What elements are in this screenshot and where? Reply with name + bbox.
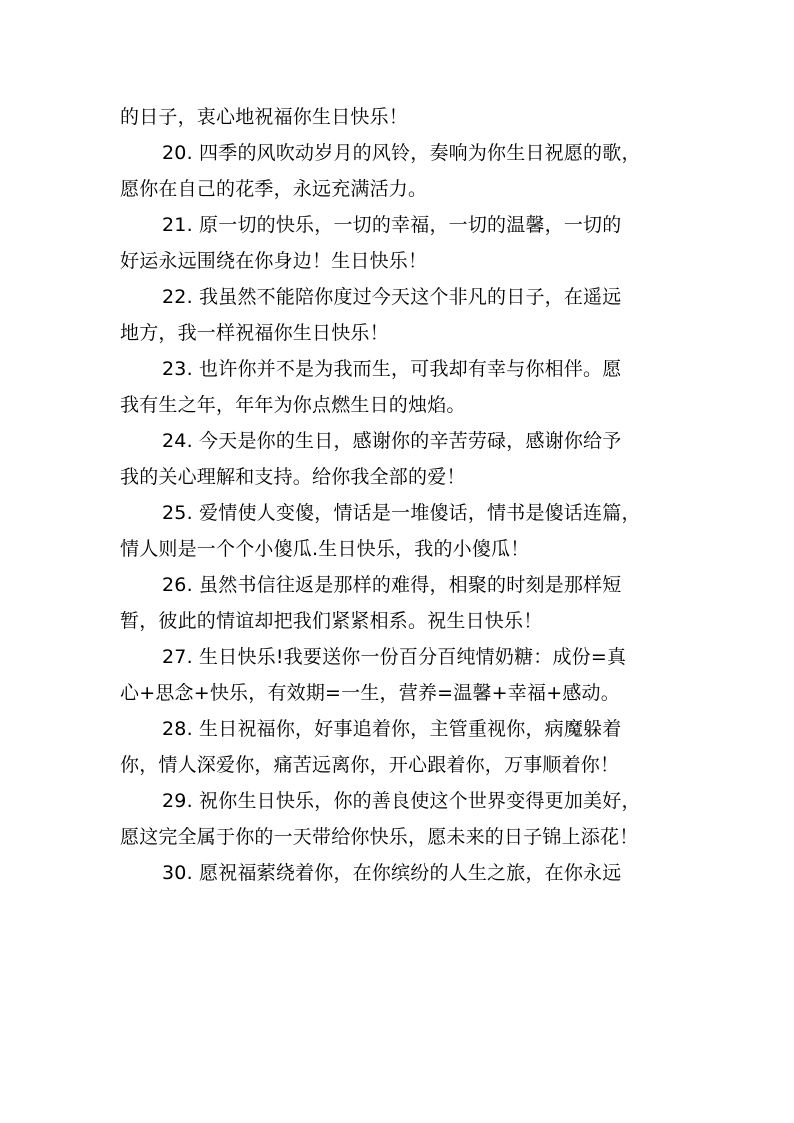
wish-28-line-2: 你，情人深爱你，痛苦远离你，开心跟着你，万事顺着你！ [120,754,620,776]
wish-29-line-2: 愿这完全属于你的一天带给你快乐，愿未来的日子锦上添花！ [120,826,639,848]
wish-20-line-2: 愿你在自己的花季，永远充满活力。 [120,178,428,200]
document-body [120,99,674,891]
wish-25-line-1: 25. 爱情使人变傻，情话是一堆傻话，情书是傻话连篇， [162,502,641,524]
wish-27-line-2: 心+思念+快乐，有效期=一生，营养=温馨+幸福+感动。 [120,682,620,704]
wish-21-line-1: 21. 原一切的快乐，一切的幸福，一切的温馨，一切的 [162,214,622,236]
wish-27-line-1: 27. 生日快乐!我要送你一份百分百纯情奶糖：成份=真 [162,646,627,668]
wish-29-line-1: 29. 祝你生日快乐，你的善良使这个世界变得更加美好， [162,790,641,812]
wish-22-line-1: 22. 我虽然不能陪你度过今天这个非凡的日子，在遥远 [162,286,622,308]
wish-24-line-2: 我的关心理解和支持。给你我全部的爱！ [120,466,466,488]
wish-26-line-1: 26. 虽然书信往返是那样的难得，相聚的时刻是那样短 [162,574,622,596]
wish-30-line-1: 30. 愿祝福萦绕着你，在你缤纷的人生之旅，在你永远 [162,862,622,884]
wish-23-line-2: 我有生之年，年年为你点燃生日的烛焰。 [120,394,466,416]
wish-24-line-1: 24. 今天是你的生日，感谢你的辛苦劳碌，感谢你给予 [162,430,622,452]
wish-26-line-2: 暂，彼此的情谊却把我们紧紧相系。祝生日快乐！ [120,610,543,632]
wish-22-line-2: 地方，我一样祝福你生日快乐！ [120,322,389,344]
wish-25-line-2: 情人则是一个个小傻瓜.生日快乐，我的小傻瓜！ [120,538,530,560]
wish-20-line-1: 20. 四季的风吹动岁月的风铃，奏响为你生日祝愿的歌， [162,142,641,164]
text-line: 的日子，衷心地祝福你生日快乐！ [120,106,409,128]
wish-28-line-1: 28. 生日祝福你，好事追着你，主管重视你，病魔躲着 [162,718,622,740]
wish-23-line-1: 23. 也许你并不是为我而生，可我却有幸与你相伴。愿 [162,358,622,380]
wish-21-line-2: 好运永远围绕在你身边！生日快乐！ [120,250,428,272]
